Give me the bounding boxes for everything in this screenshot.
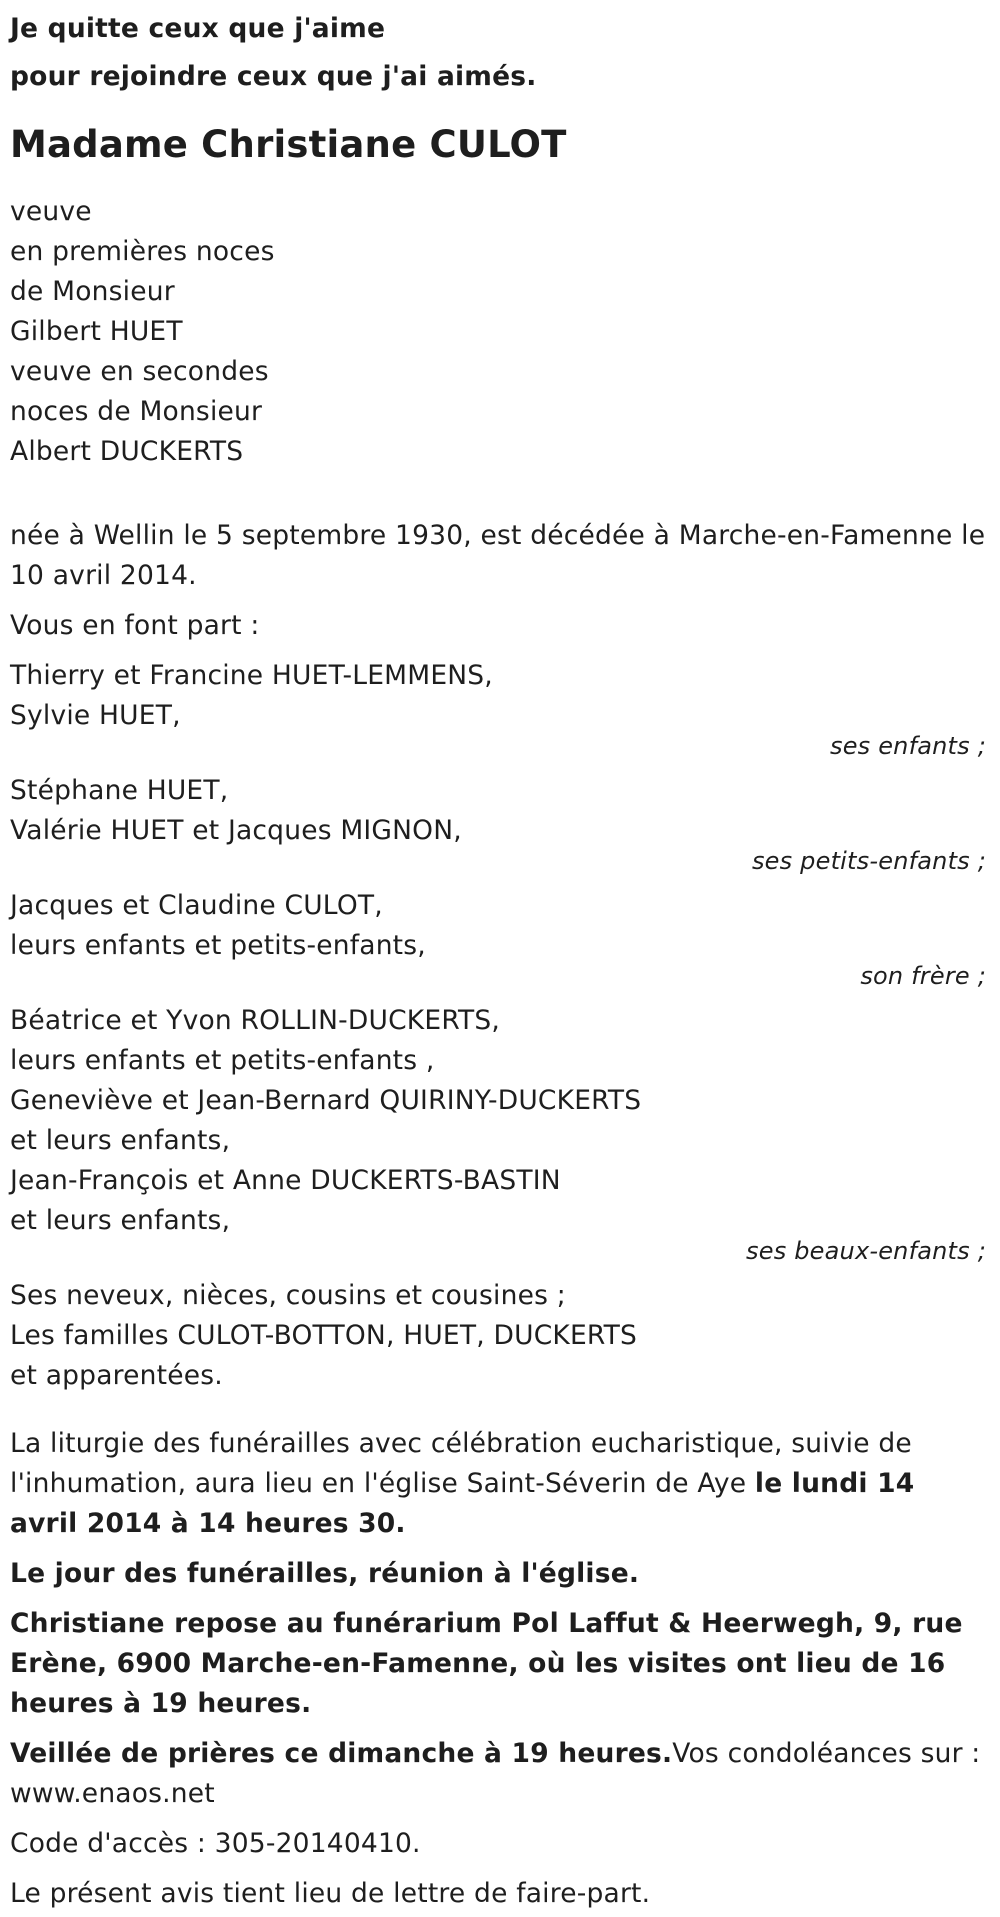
family-group-grandchildren [10, 771, 990, 876]
notice-statement: Le présent avis tient lieu de lettre de faire-part. [10, 1878, 651, 1909]
marital-line: noces de Monsieur [10, 396, 263, 427]
deceased-name: Madame Christiane CULOT [10, 123, 567, 166]
marital-status [10, 192, 990, 472]
relation-label: ses beaux-enfants ; [746, 1237, 986, 1265]
extended-family [10, 1276, 990, 1396]
funerarium-info: Christiane repose au funérarium Pol Laffut & Heerwegh, 9, rue Erène, 6900 Marche-en-Famenne, où les visites ont lieu de 16 heures à 19 heures. [10, 1608, 963, 1719]
marital-line: Albert DUCKERTS [10, 436, 244, 467]
family-member-line: et leurs enfants, [10, 1125, 231, 1156]
family-member-line: Jean-François et Anne DUCKERTS-BASTIN [10, 1165, 561, 1196]
meeting-info: Le jour des funérailles, réunion à l'église. [10, 1558, 640, 1589]
family-member-line: leurs enfants et petits-enfants, [10, 930, 426, 961]
family-member-line: Thierry et Francine HUET-LEMMENS, [10, 660, 493, 691]
marital-line: veuve en secondes [10, 356, 269, 387]
access-code: Code d'accès : 305-20140410. [10, 1828, 421, 1859]
family-member-line: Sylvie HUET, [10, 700, 181, 731]
marital-line: Gilbert HUET [10, 316, 183, 347]
family-group-brother [10, 886, 990, 991]
liturgy-paragraph [10, 1424, 990, 1544]
epigraph [10, 0, 990, 101]
marital-line: veuve [10, 196, 92, 227]
vigil-text: Vos condoléances sur : www.enaos.net [10, 1738, 981, 1809]
marital-line: de Monsieur [10, 276, 175, 307]
family-member-line: et leurs enfants, [10, 1205, 231, 1236]
family-group-stepchildren [10, 1001, 990, 1266]
relation-label: ses petits-enfants ; [751, 847, 986, 875]
relation-label: ses enfants ; [830, 732, 986, 760]
liturgy-text: La liturgie des funérailles avec célébration eucharistique, suivie de l'inhumation, aura lieu en l'église Saint-Séverin de Aye [10, 1428, 912, 1499]
birth-death-statement: née à Wellin le 5 septembre 1930, est décédée à Marche-en-Famenne le 10 avril 2014. [10, 520, 986, 591]
epigraph-line-2: pour rejoindre ceux que j'ai aimés. [10, 61, 537, 92]
family-member-line: Béatrice et Yvon ROLLIN-DUCKERTS, [10, 1005, 501, 1036]
extended-family-line: Ses neveux, nièces, cousins et cousines ; [10, 1280, 566, 1311]
liturgy-date: le lundi 14 avril 2014 à 14 heures 30. [10, 1468, 915, 1539]
marital-line: en premières noces [10, 236, 275, 267]
family-member-line: Valérie HUET et Jacques MIGNON, [10, 815, 462, 846]
relation-label: son frère ; [860, 962, 986, 990]
extended-family-line: et apparentées. [10, 1360, 223, 1391]
family-group-children [10, 656, 990, 761]
vigil-bold: Veillée de prières ce dimanche à 19 heures. [10, 1738, 673, 1769]
extended-family-line: Les familles CULOT-BOTTON, HUET, DUCKERTS [10, 1320, 638, 1351]
vigil-info [10, 1734, 990, 1814]
epigraph-line-1: Je quitte ceux que j'aime [10, 13, 386, 44]
family-member-line: Stéphane HUET, [10, 775, 229, 806]
family-member-line: Jacques et Claudine CULOT, [10, 890, 383, 921]
family-member-line: Geneviève et Jean-Bernard QUIRINY-DUCKERTS [10, 1085, 642, 1116]
announcement-intro: Vous en font part : [10, 610, 260, 641]
family-list [10, 656, 990, 1266]
family-member-line: leurs enfants et petits-enfants , [10, 1045, 435, 1076]
